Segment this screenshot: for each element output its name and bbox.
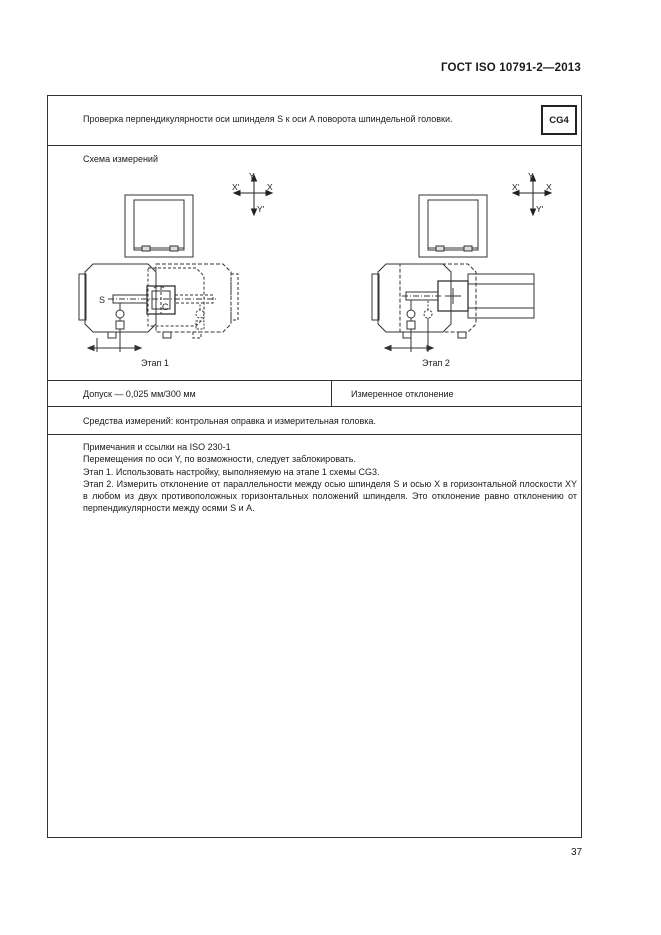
stage2-label: Этап 2: [422, 358, 450, 368]
stage2-y-prime-label: Y': [536, 204, 544, 214]
notes-heading: Примечания и ссылки на ISO 230-1: [83, 442, 231, 452]
check-card: [47, 95, 582, 838]
stage2-x-label: X: [546, 182, 552, 192]
stage1-y-prime-label: Y': [257, 204, 265, 214]
stage2-y-label: Y: [528, 171, 534, 181]
stage1-axes: [234, 175, 272, 215]
tolerance-text: Допуск — 0,025 мм/300 мм: [83, 389, 196, 399]
notes-block: [83, 441, 577, 515]
stage1-label: Этап 1: [141, 358, 169, 368]
tolerance-row: [48, 381, 581, 407]
scheme-label: Схема измерений: [83, 154, 158, 164]
measured-deviation-label: Измеренное отклонение: [351, 389, 454, 399]
stage2-axes: [513, 175, 551, 215]
point-c-label: C: [162, 302, 169, 312]
scheme-row: [48, 146, 581, 381]
tools-row: [48, 407, 581, 435]
note-line-2: Этап 1. Использовать настройку, выполняемую на этапе 1 схемы CG3.: [83, 466, 380, 477]
note-line-1: Перемещения по оси Y, по возможности, следует заблокировать.: [83, 454, 356, 465]
check-code-badge: CG4: [541, 105, 577, 135]
stage1-x-label: X: [267, 182, 273, 192]
check-title: Проверка перпендикулярности оси шпинделя S к оси А поворота шпиндельной головки.: [83, 114, 453, 124]
page-number: 37: [571, 847, 583, 858]
stage2-x-prime-label: X': [512, 182, 520, 192]
measurement-diagram: [48, 146, 583, 381]
note-line-3: Этап 2. Измерить отклонение от параллельности между осью шпинделя S и осью X в горизонтальной плоскости XY в любом из двух противоположных горизонтальных положений шпинделя. Это отклонение равно отклонению от перпендикулярности между осями S и A.: [83, 478, 577, 514]
column-divider: [331, 381, 332, 406]
stage1-x-prime-label: X': [232, 182, 240, 192]
title-row: [48, 96, 581, 146]
standard-header: ГОСТ ISO 10791-2—2013: [440, 62, 581, 74]
stage1-y-label: Y: [249, 171, 255, 181]
tools-text: Средства измерений: контрольная оправка и измерительная головка.: [83, 416, 376, 426]
spindle-label: S: [99, 295, 106, 305]
stage1-machine: [79, 195, 238, 352]
stage2-machine: [372, 195, 534, 352]
